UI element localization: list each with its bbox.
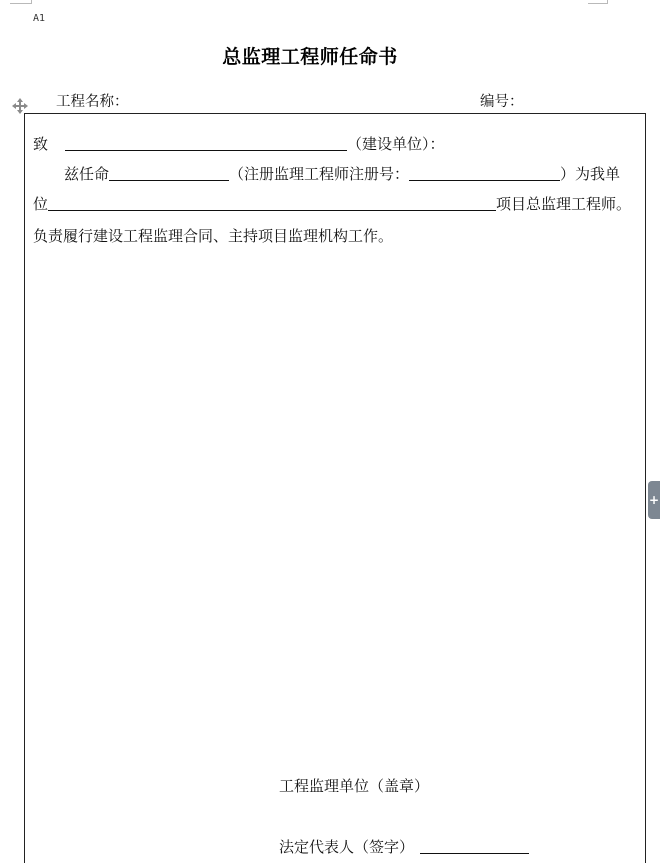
legal-representative-label: 法定代表人（签字）	[279, 838, 415, 856]
unit-suffix: 项目总监理工程师。	[496, 195, 632, 213]
duty-line: 负责履行建设工程监理合同、主持项目监理机构工作。	[33, 227, 394, 245]
supervision-unit-seal-label: 工程监理单位（盖章）	[279, 777, 430, 795]
appointee-name-blank[interactable]	[109, 164, 229, 181]
addressee-line	[33, 134, 445, 154]
page-corner-mark-right-h	[588, 3, 608, 4]
signature-blank[interactable]	[420, 837, 529, 854]
appointment-table	[24, 113, 646, 863]
appointment-prefix: 兹任命	[64, 165, 110, 183]
legal-representative-line	[279, 837, 529, 857]
appointment-line	[64, 164, 620, 184]
document-title: 总监理工程师任命书	[222, 46, 398, 68]
project-blank[interactable]	[48, 194, 496, 211]
register-suffix: ）为我单	[560, 165, 621, 183]
addressee-prefix: 致	[33, 135, 49, 153]
register-number-blank[interactable]	[409, 164, 560, 181]
page-corner-mark-left-h	[10, 3, 32, 4]
register-prefix: （注册监理工程师注册号：	[229, 165, 410, 183]
project-name-label: 工程名称：	[56, 94, 129, 110]
document-number-label: 编号：	[480, 94, 524, 110]
document-code-label: A1	[33, 13, 46, 24]
unit-prefix: 位	[33, 195, 49, 213]
plus-icon[interactable]: +	[648, 481, 660, 519]
construction-unit-blank[interactable]	[65, 134, 347, 151]
addressee-suffix: （建设单位）：	[347, 135, 445, 153]
unit-line	[33, 194, 631, 214]
